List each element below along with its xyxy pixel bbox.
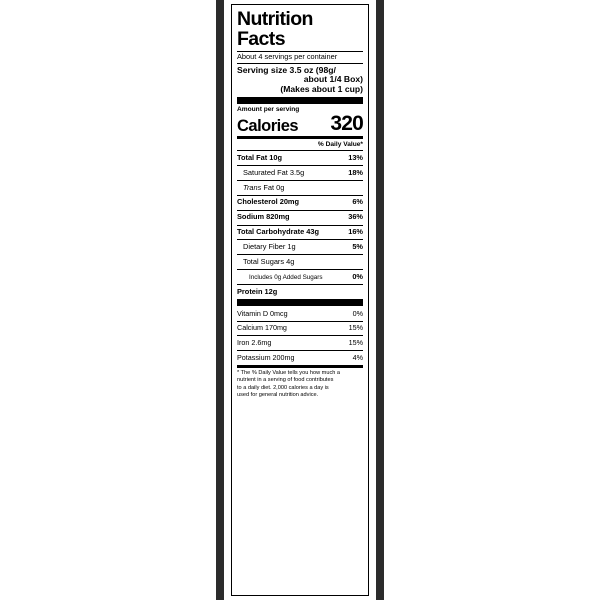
nutrient-percent: 0% (352, 271, 363, 281)
nutrient-percent: 15% (348, 337, 363, 347)
table-row (237, 242, 363, 253)
nutrient-name: Vitamin D 0mcg (237, 308, 288, 318)
table-row (237, 272, 363, 283)
divider (237, 321, 363, 322)
table-row (237, 323, 363, 334)
serving-size-line-3: (Makes about 1 cup) (280, 84, 363, 95)
table-row (237, 287, 363, 298)
footnote-line-2: nutrient in a serving of food contributes (237, 377, 334, 384)
nutrient-percent: 15% (348, 323, 363, 333)
package-left-edge (216, 0, 224, 600)
table-row (237, 352, 363, 363)
divider (237, 254, 363, 255)
nutrient-percent: 0% (352, 308, 363, 318)
calories-label: Calories (237, 116, 299, 135)
nutrient-name: Sodium 820mg (237, 212, 290, 222)
nutrient-percent: 36% (348, 212, 363, 222)
table-row (237, 197, 363, 208)
nutrient-name: Total Sugars 4g (243, 257, 295, 266)
divider (237, 195, 363, 196)
table-row (237, 308, 363, 319)
divider (237, 269, 363, 270)
serving-size-line-2: about 1/4 Box) (303, 74, 363, 85)
nutrient-percent: 5% (352, 242, 363, 252)
table-row (237, 257, 363, 268)
nutrient-name: Cholesterol 20mg (237, 197, 300, 207)
nutrient-name: Protein 12g (237, 286, 278, 296)
table-row (237, 182, 363, 193)
divider (237, 350, 363, 351)
nutrition-facts-label (231, 4, 369, 596)
divider (237, 225, 363, 226)
vitamins-section (237, 308, 363, 363)
calories-value: 320 (330, 112, 363, 135)
divider (237, 150, 363, 151)
table-row (237, 153, 363, 164)
divider (237, 335, 363, 336)
nutrient-name: Total Fat 10g (237, 152, 283, 162)
nutrient-percent: 16% (348, 227, 363, 237)
divider-thick (237, 299, 363, 306)
table-row (237, 338, 363, 349)
daily-value-header: % Daily Value* (317, 141, 363, 148)
nutrient-name: Potassium 200mg (237, 352, 295, 362)
nutrient-name: Dietary Fiber 1g (243, 242, 296, 252)
footnote-line-4: used for general nutrition advice. (237, 392, 319, 399)
footnote-line-3: to a daily diet. 2,000 calories a day is (237, 384, 329, 391)
nutrient-name: Calcium 170mg (237, 323, 287, 333)
amount-per-serving-label: Amount per serving (237, 106, 300, 114)
divider-thick (237, 97, 363, 104)
nutrient-percent: 18% (348, 167, 363, 177)
divider (237, 210, 363, 211)
nutrient-percent: 6% (352, 197, 363, 207)
divider (237, 180, 363, 181)
nutrient-name: Saturated Fat 3.5g (243, 167, 305, 177)
calories-row (237, 113, 363, 134)
table-row (237, 167, 363, 178)
table-row (237, 227, 363, 238)
daily-value-footnote (237, 370, 363, 400)
divider-medium (237, 365, 363, 368)
nutrient-name: Iron 2.6mg (237, 337, 272, 347)
nutrient-name: Total Carbohydrate 43g (237, 227, 319, 237)
divider (237, 284, 363, 285)
serving-size (237, 66, 363, 96)
nutrition-facts-title: Nutrition Facts (237, 8, 313, 50)
divider (237, 165, 363, 166)
table-row (237, 212, 363, 223)
divider (237, 239, 363, 240)
nutrient-percent: 4% (352, 352, 363, 362)
divider-medium (237, 136, 363, 139)
footnote-line-1: * The % Daily Value tells you how much a (237, 370, 341, 377)
servings-per-container: About 4 servings per container (237, 52, 338, 61)
serving-size-line-1: Serving size 3.5 oz (98g/ (237, 64, 336, 75)
nutrient-percent: 13% (348, 152, 363, 162)
nutrient-name: Includes 0g Added Sugars (249, 273, 323, 281)
package-right-edge (376, 0, 384, 600)
nutrient-name: Trans Fat 0g (243, 182, 285, 192)
